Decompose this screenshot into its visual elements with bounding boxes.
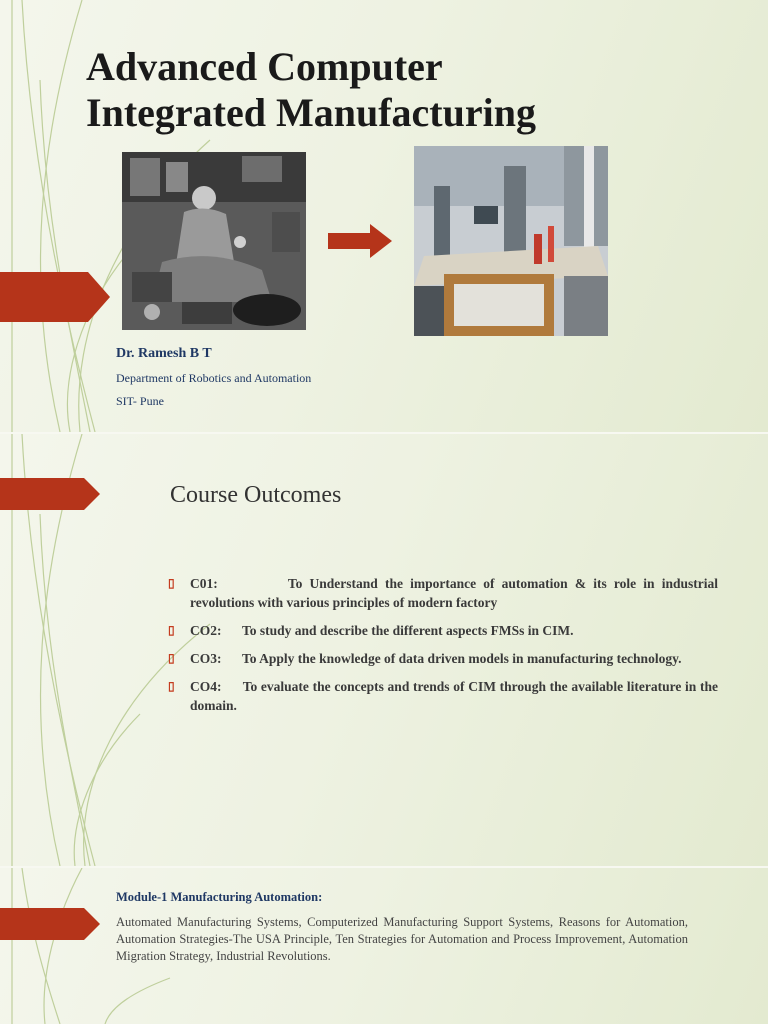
institution-location: SIT- Pune <box>116 394 164 408</box>
title-line-2: Integrated Manufacturing <box>86 90 536 135</box>
outcomes-list <box>168 574 718 724</box>
right-arrow-icon <box>328 224 392 258</box>
accent-tab <box>0 908 100 940</box>
department-name: Department of Robotics and Automation <box>116 371 312 385</box>
outcome-text: To study and describe the different aspects FMSs in CIM. <box>242 623 574 638</box>
accent-tab <box>0 272 110 322</box>
outcome-text: To Understand the importance of automation & its role in industrial revolutions with various principles of modern factory <box>190 576 718 610</box>
wingding-arrow-bullet-icon: ▯ <box>168 576 175 590</box>
outcome-code: CO4: <box>190 679 222 694</box>
outcome-text: To evaluate the concepts and trends of CIM through the available literature in the domain. <box>190 679 719 713</box>
list-item <box>168 574 718 612</box>
outcome-text: To Apply the knowledge of data driven models in manufacturing technology. <box>242 651 682 666</box>
wingding-arrow-bullet-icon: ▯ <box>168 651 175 665</box>
module-description: Automated Manufacturing Systems, Computerized Manufacturing Support Systems, Reasons for Automation, Automation Strategies-The USA Principle, Ten Strategies for Automation and Process Improvement, Automation Migration Strategy, Industrial Revolutions. <box>116 915 688 963</box>
module-slide <box>0 868 768 1024</box>
module-title: Module-1 Manufacturing Automation: <box>116 890 323 904</box>
title-line-1: Advanced Computer <box>86 44 443 89</box>
author-name: Dr. Ramesh B T <box>116 346 212 361</box>
outcome-code: CO2: <box>190 623 222 638</box>
wingding-arrow-bullet-icon: ▯ <box>168 679 175 693</box>
course-outcomes-slide <box>0 434 768 866</box>
accent-tab <box>0 478 100 510</box>
list-item <box>168 621 718 640</box>
list-item <box>168 649 718 668</box>
section-heading: Course Outcomes <box>170 482 342 508</box>
outcome-code: CO3: <box>190 651 222 666</box>
craft-workshop-photo <box>122 152 306 330</box>
list-item <box>168 677 718 715</box>
slide-title <box>86 44 536 136</box>
wingding-arrow-bullet-icon: ▯ <box>168 623 175 637</box>
automated-manufacturing-photo <box>414 146 608 336</box>
outcome-code: C01: <box>190 576 218 591</box>
title-slide <box>0 0 768 432</box>
